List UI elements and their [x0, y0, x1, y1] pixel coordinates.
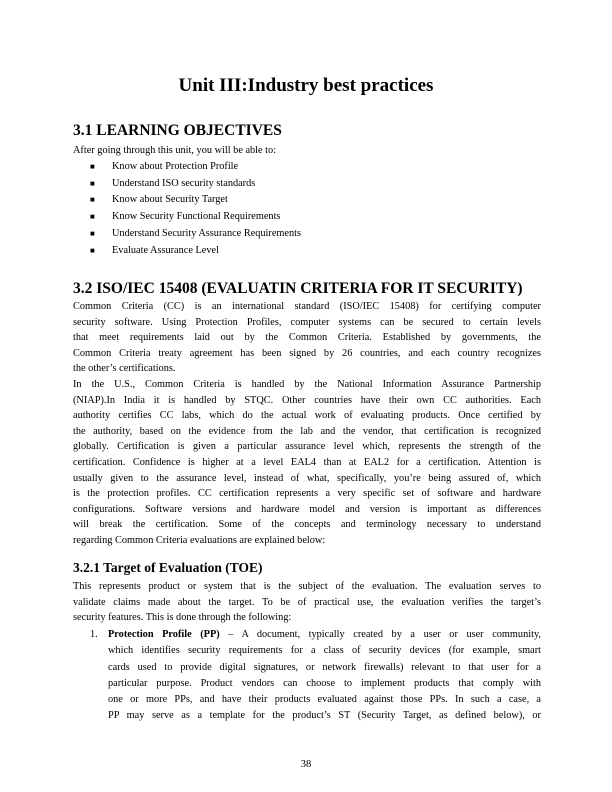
intro-text: After going through this unit, you will be able to: [73, 145, 277, 156]
bullet-icon: ■ [90, 245, 95, 255]
section-heading-iso-iec-15408: 3.2 ISO/IEC 15408 (EVALUATIN CRITERIA FOR IT SECURITY) [73, 280, 523, 297]
paragraph-line: security features. This is done through the following: [73, 612, 292, 624]
bullet-icon: ■ [90, 228, 95, 238]
paragraph-line: one or more PPs, and have their products evaluated against those PPs. In such a case, a [108, 694, 541, 706]
paragraph-line: This represents product or system that is the subject of the evaluation. The evaluation serves to [73, 581, 541, 592]
paragraph-line: which identifies security requirements for a class of security devices (for example, smart [108, 645, 541, 657]
list-item: ■ Understand Security Assurance Requirements [90, 226, 390, 243]
page-number: 38 [300, 759, 312, 770]
paragraph-line: the other’s certifications. [73, 363, 176, 375]
paragraph-line: Common Criteria treaty agreement has been signed by 26 countries, and each country recognizes [73, 347, 541, 359]
paragraph-line: regarding Common Criteria evaluations are explained below: [73, 534, 326, 546]
list-item: ■ Know about Protection Profile [90, 159, 390, 176]
bullet-icon: ■ [90, 195, 95, 205]
paragraph-line: (NIAP).In India it is handled by STQC. Other countries have their own CC authorities. Each [73, 394, 541, 406]
paragraph-line: In the U.S., Common Criteria is handled by the National Information Assurance Partnership [73, 378, 541, 390]
learning-objectives-intro [73, 143, 541, 159]
list-item-text [108, 627, 541, 725]
paragraph-line: usually given to the assurance level, instead of what, specifically, you’re being assured of, which [73, 472, 541, 484]
unit-title: Unit III:Industry best practices [178, 75, 434, 96]
numbered-list-item-protection-profile [90, 627, 541, 725]
paragraph-line: is the protection profiles. CC certification represents a very specific set of software and hardware [73, 488, 541, 500]
paragraph-line: that meet requirements laid out by the Common Criteria. Established by governments, the [73, 332, 541, 344]
paragraph-line: authority certifies CC labs, which do the actual work of evaluating products. Once certified by [73, 410, 541, 422]
bullet-icon: ■ [90, 162, 95, 171]
paragraph-line: cards used to provide digital signatures, or network firewalls) relevant to that user for a [108, 661, 541, 673]
paragraph-line: configurations. Software versions and hardware model and version is important as differences [73, 503, 541, 515]
paragraph-line: security software. Using Protection Profiles, computer systems can be secured to certain levels [73, 316, 541, 328]
list-item: ■ Understand ISO security standards [90, 176, 390, 193]
paragraph-line: particular purpose. Product vendors can choose to implement products that comply with [108, 677, 541, 689]
paragraph-line: certification. Confidence is higher at a level EAL4 than at EAL2 for a certification. Attention is [73, 456, 541, 468]
toe-paragraph [73, 579, 541, 626]
subsection-heading-toe: 3.2.1 Target of Evaluation (TOE) [73, 560, 263, 575]
paragraph-line: Protection Profile (PP) – A document, typically created by a user or user community, [108, 629, 541, 640]
bullet-icon: ■ [90, 212, 95, 222]
objectives-list [90, 159, 390, 259]
list-item: ■ Know Security Functional Requirements [90, 209, 390, 226]
term: Protection Profile (PP) [108, 629, 220, 640]
section-heading-learning-objectives: 3.1 LEARNING OBJECTIVES [73, 122, 282, 139]
paragraph-line: validate claims made about the target. To be of practical use, the evaluation verifies the target’s [73, 596, 541, 608]
list-item: ■ Evaluate Assurance Level [90, 243, 390, 260]
bullet-icon: ■ [90, 178, 95, 188]
paragraph-line: will break the certification. Some of the concepts and terminology necessary to understand [73, 519, 541, 531]
paragraph-line: the authority, based on the evidence from the lab and the vendor, that certification is recognized [73, 425, 541, 437]
list-item: ■ Know about Security Target [90, 192, 390, 209]
paragraph-line: globally. Certification is given a particular assurance level which, represents the strength of the [73, 441, 541, 453]
list-number: 1. [90, 629, 98, 640]
paragraph-line: Common Criteria (CC) is an international standard (ISO/IEC 15408) for certifying computer [73, 301, 541, 312]
iso-paragraphs [73, 299, 541, 549]
paragraph-line: PP may serve as a template for the product’s ST (Security Target, as defined below), or [108, 710, 541, 722]
